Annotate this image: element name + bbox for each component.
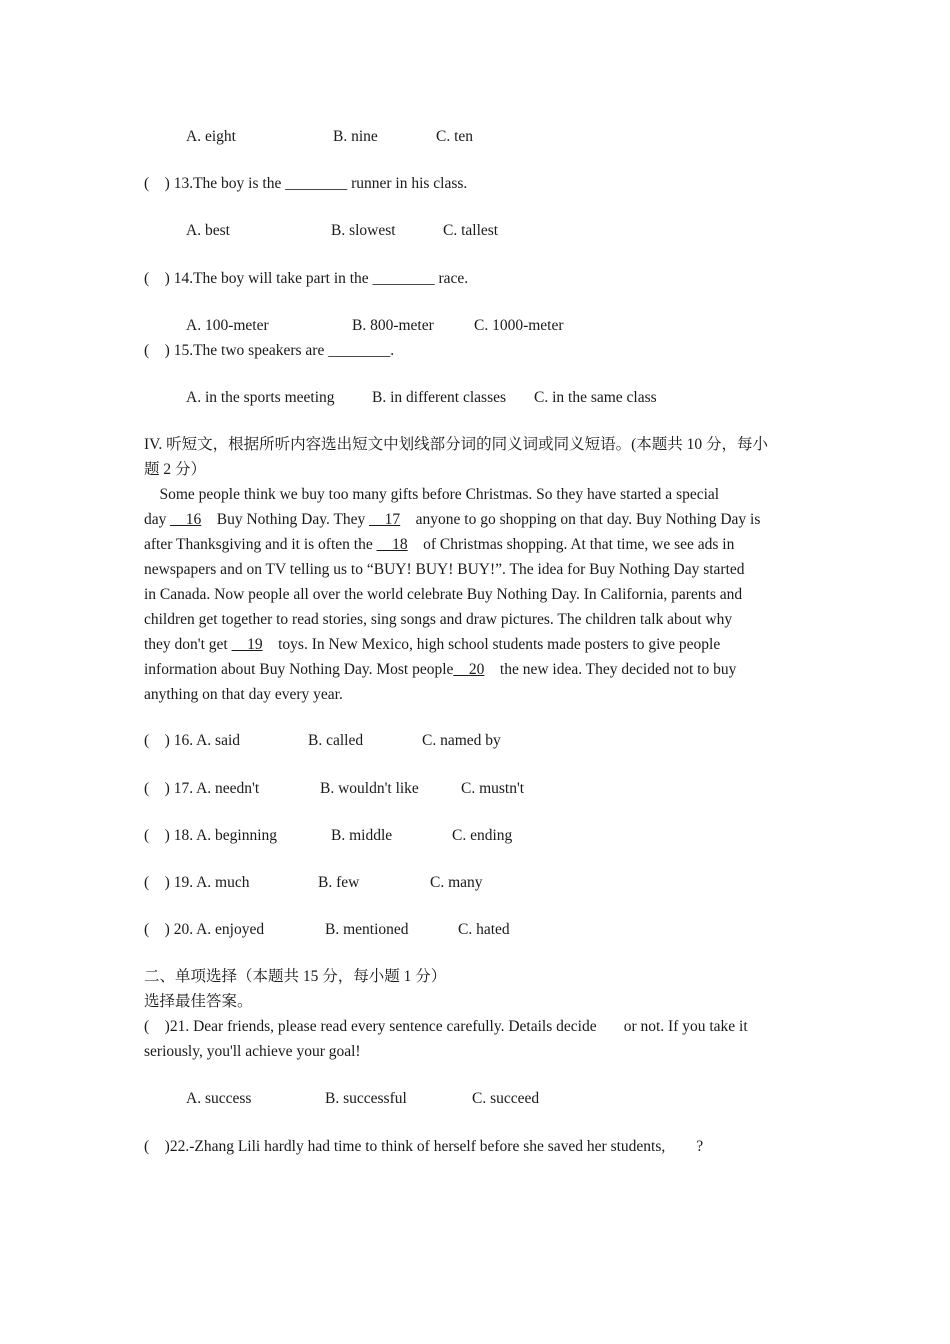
q12-option-b: B. nine [333, 128, 378, 145]
passage-text: the new idea. They decided not to buy [484, 661, 737, 678]
q15-stem: ( ) 15.The two speakers are ________. [144, 342, 395, 359]
q21-option-b: B. successful [325, 1090, 407, 1107]
passage-line: in Canada. Now people all over the world celebrate Buy Nothing Day. In California, parents and [144, 586, 743, 603]
passage-text: anyone to go shopping on that day. Buy Nothing Day is [400, 511, 761, 528]
q20-stem: ( ) 20. A. enjoyed [144, 921, 265, 938]
passage-line [144, 507, 814, 532]
q20-option-c: C. hated [458, 921, 510, 938]
blank-18: __18 [376, 536, 408, 553]
q21-stem-line2: seriously, you'll achieve your goal! [144, 1043, 361, 1060]
q14-option-b: B. 800-meter [352, 317, 434, 334]
blank-17: __17 [369, 511, 401, 528]
q15-option-b: B. in different classes [372, 389, 507, 406]
q16-option-b: B. called [308, 732, 364, 749]
section2-instruction: 选择最佳答案。 [144, 993, 253, 1010]
q17-option-b: B. wouldn't like [320, 780, 419, 797]
q19-option-b: B. few [318, 874, 360, 891]
passage-text: day [144, 511, 171, 528]
q20-option-b: B. mentioned [325, 921, 409, 938]
q13-option-a: A. best [186, 222, 230, 239]
section4-heading-line1: IV. 听短文，根据所听内容选出短文中划线部分词的同义词或同义短语。(本题共 10 分，每小 [144, 436, 769, 453]
blank-19: __19 [231, 636, 263, 653]
passage-line: Some people think we buy too many gifts before Christmas. So they have started a special [144, 486, 720, 503]
q12-option-a: A. eight [186, 128, 236, 145]
section4-heading-line2: 题 2 分） [144, 461, 207, 478]
q16-stem: ( ) 16. A. said [144, 732, 241, 749]
passage [144, 482, 814, 707]
q21-option-c: C. succeed [472, 1090, 540, 1107]
passage-line: anything on that day every year. [144, 686, 343, 703]
passage-line [144, 532, 814, 557]
passage-text: they don't get [144, 636, 232, 653]
passage-text: information about Buy Nothing Day. Most people [144, 661, 454, 678]
q15-option-c: C. in the same class [534, 389, 657, 406]
q17-option-c: C. mustn't [461, 780, 525, 797]
passage-text: of Christmas shopping. At that time, we see ads in [407, 536, 735, 553]
section2-heading: 二、单项选择（本题共 15 分，每小题 1 分） [144, 968, 447, 985]
q13-stem: ( ) 13.The boy is the ________ runner in his class. [144, 175, 468, 192]
q18-option-b: B. middle [331, 827, 393, 844]
passage-text: toys. In New Mexico, high school students made posters to give people [262, 636, 721, 653]
passage-line [144, 632, 814, 657]
q12-option-c: C. ten [436, 128, 474, 145]
q21-option-a: A. success [186, 1090, 252, 1107]
passage-text: after Thanksgiving and it is often the [144, 536, 377, 553]
q14-stem: ( ) 14.The boy will take part in the ________ race. [144, 270, 469, 287]
q22-stem: ( )22.-Zhang Lili hardly had time to think of herself before she saved her students, ? [144, 1138, 704, 1155]
q19-option-c: C. many [430, 874, 483, 891]
q14-option-c: C. 1000-meter [474, 317, 564, 334]
q13-option-b: B. slowest [331, 222, 396, 239]
q16-option-c: C. named by [422, 732, 501, 749]
passage-line: newspapers and on TV telling us to “BUY! BUY! BUY!”. The idea for Buy Nothing Day started [144, 561, 745, 578]
q18-option-c: C. ending [452, 827, 513, 844]
q15-option-a: A. in the sports meeting [186, 389, 335, 406]
passage-line: children get together to read stories, sing songs and draw pictures. The children talk about why [144, 611, 733, 628]
q21-stem-line1: ( )21. Dear friends, please read every sentence carefully. Details decide or not. If you take it [144, 1018, 748, 1035]
q18-stem: ( ) 18. A. beginning [144, 827, 278, 844]
blank-20: __20 [453, 661, 485, 678]
q13-option-c: C. tallest [443, 222, 499, 239]
passage-text: Buy Nothing Day. They [201, 511, 370, 528]
q14-option-a: A. 100-meter [186, 317, 269, 334]
q17-stem: ( ) 17. A. needn't [144, 780, 260, 797]
passage-line [144, 657, 814, 682]
blank-16: __16 [170, 511, 202, 528]
q19-stem: ( ) 19. A. much [144, 874, 250, 891]
